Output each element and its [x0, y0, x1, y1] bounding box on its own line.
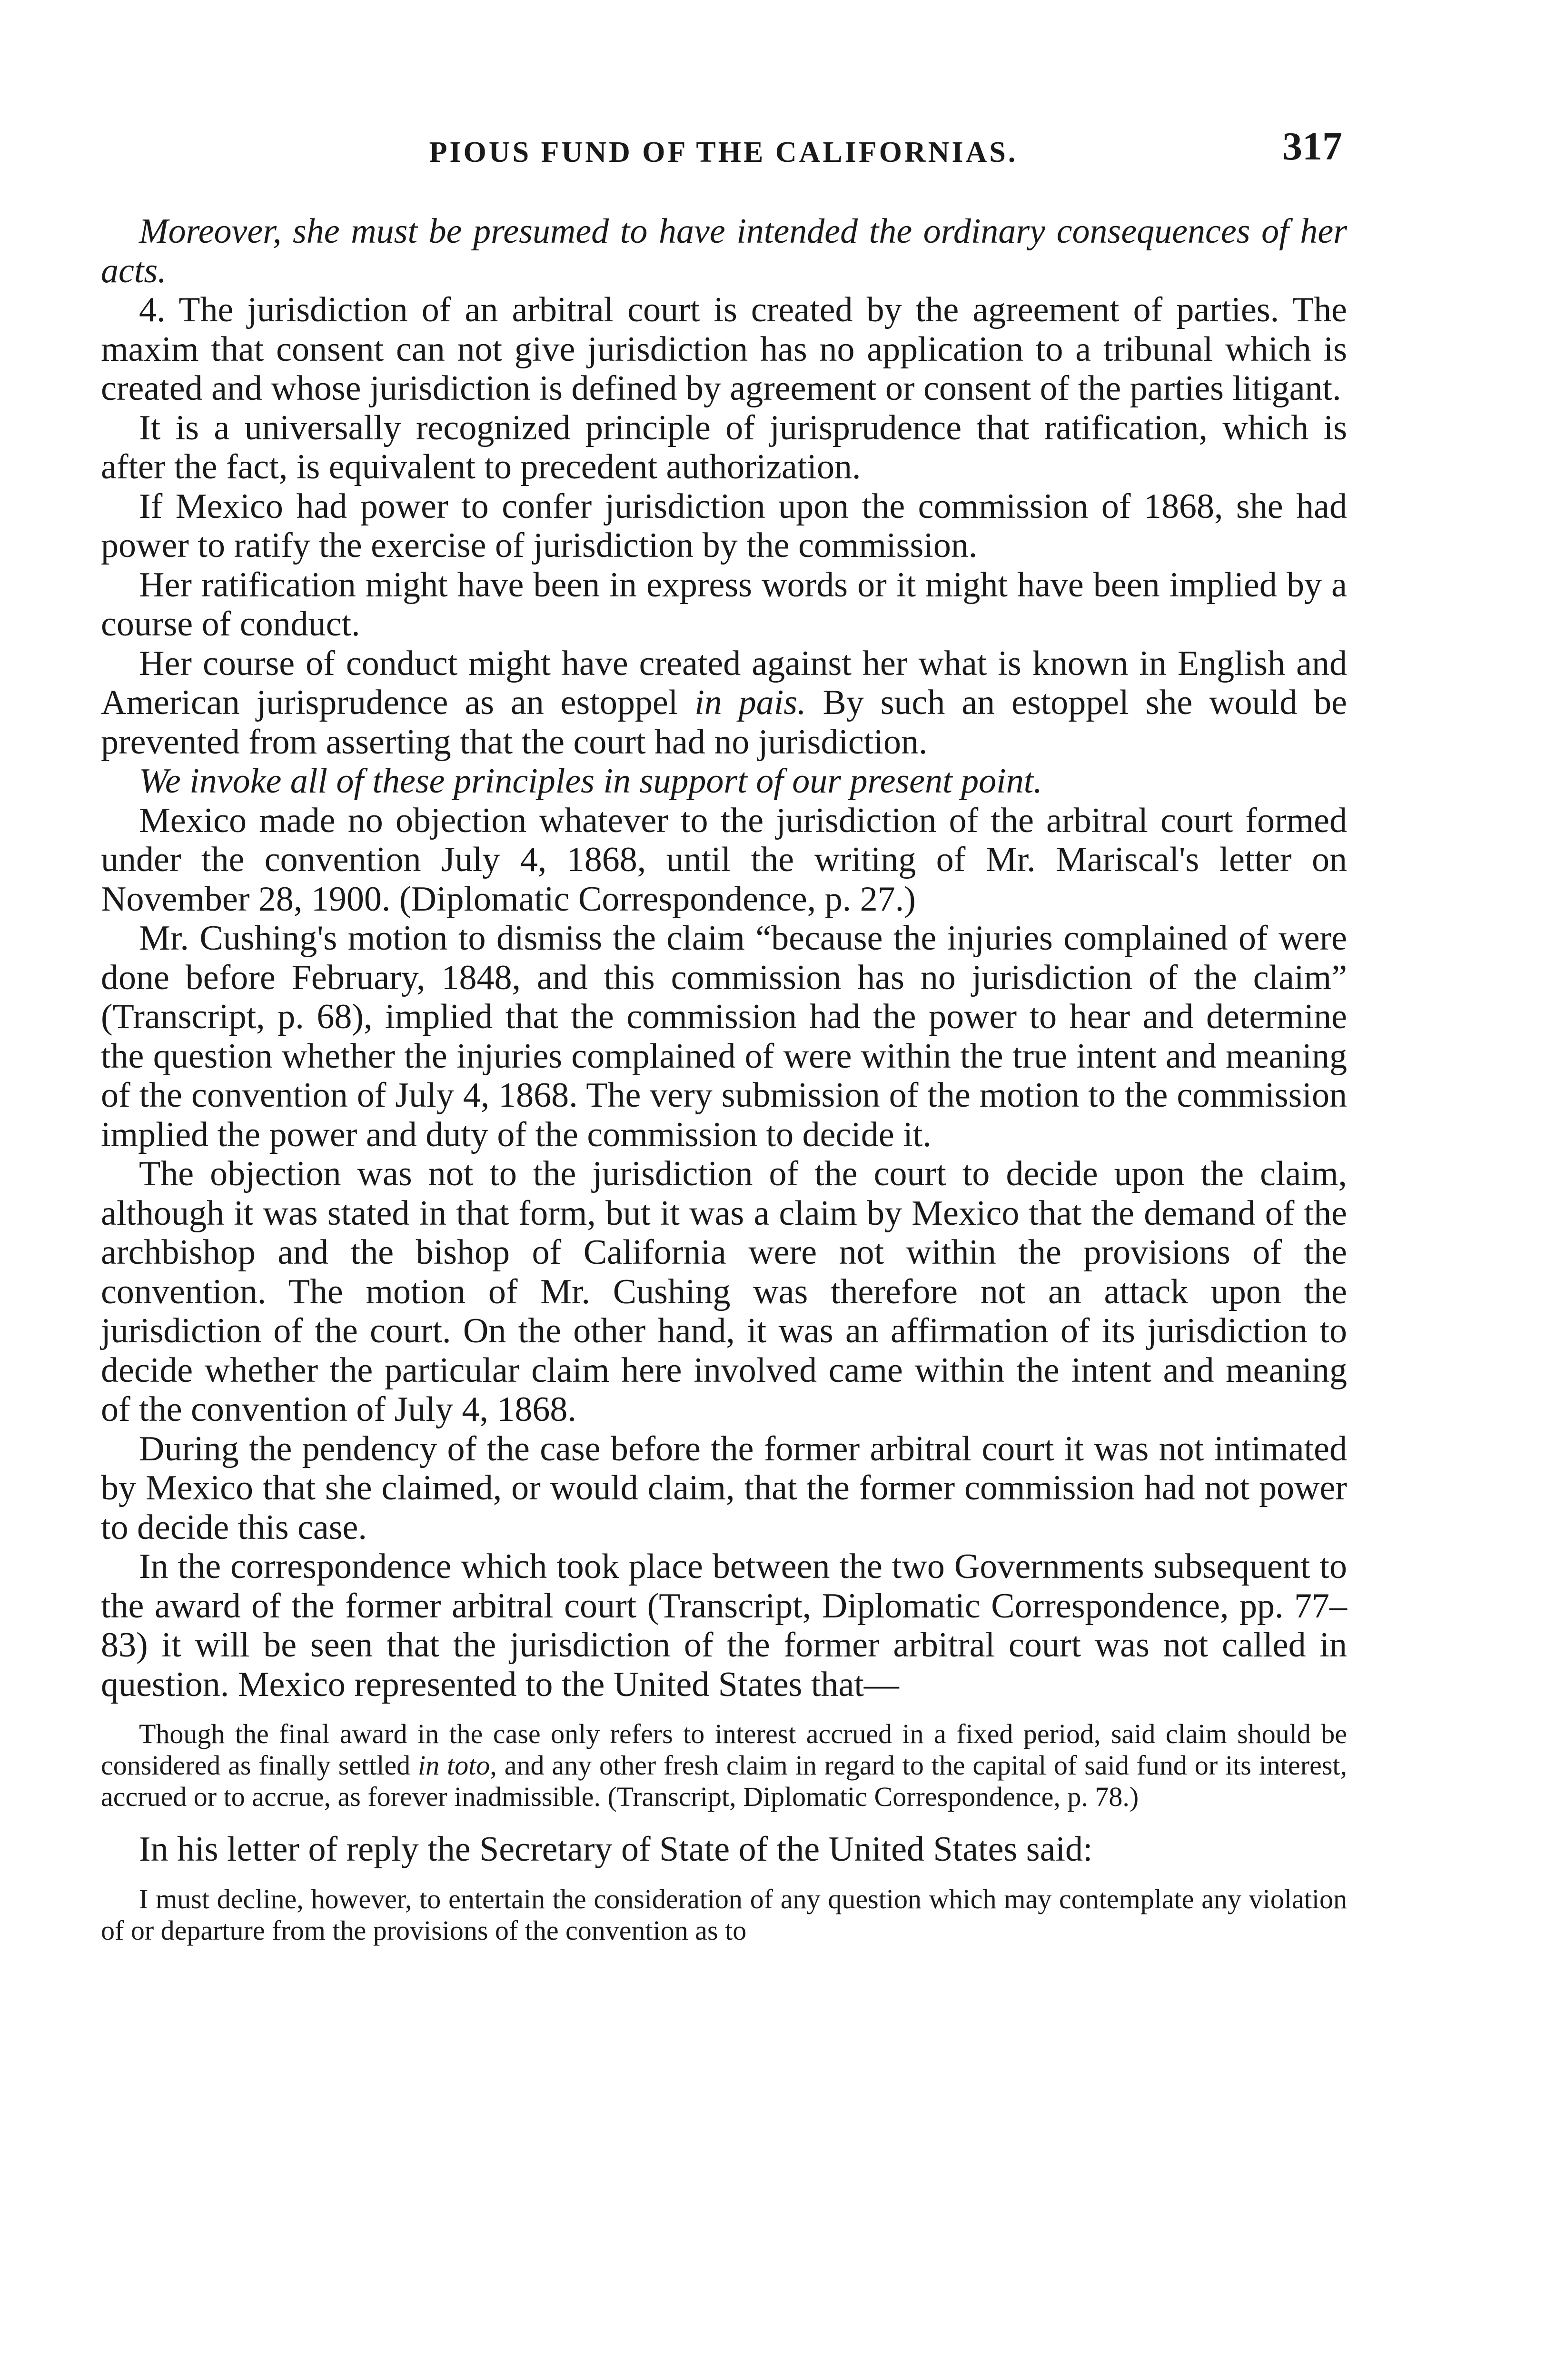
paragraph-8: Mexico made no objection whatever to the jurisdiction of the arbitral court formed under the convention July 4, 1868, until the writing of Mr. Mariscal's letter on November 28, 1900. (Diplomatic Correspondence, p. 27.) [101, 801, 1347, 919]
paragraph-3: It is a universally recognized principle of jurisprudence that ratification, which is after the fact, is equivalent to precedent authorization. [101, 408, 1347, 486]
paragraph-5: Her ratification might have been in express words or it might have been implied by a course of conduct. [101, 565, 1347, 644]
block-quote-1-emphasis: in toto [418, 1750, 490, 1781]
block-quote-1 [101, 1718, 1347, 1813]
running-head [105, 126, 1342, 178]
paragraph-6 [101, 644, 1347, 762]
paragraph-6-text-b: By such an estoppel she would be prevented from asserting that the court had no jurisdiction. [101, 683, 1347, 762]
paragraph-6-text-a: Her course of conduct might have created against her what is known in English and American jurisprudence as an estoppel [101, 644, 1347, 722]
paragraph-13: In his letter of reply the Secretary of State of the United States said: [139, 1830, 1093, 1869]
paragraph-1: Moreover, she must be presumed to have intended the ordinary consequences of her acts. [101, 212, 1347, 290]
paragraph-6-emphasis: in pais. [694, 683, 806, 722]
paragraph-2: 4. The jurisdiction of an arbitral court is created by the agreement of parties. The maxim that consent can not give jurisdiction has no application to a tribunal which is created and whose jurisdiction is defined by agreement or consent of the parties litigant. [101, 290, 1347, 408]
block-quote-2: I must decline, however, to entertain the consideration of any question which may contemplate any violation of or departure from the provisions of the convention as to [101, 1883, 1347, 1946]
block-quote-1-text-a: Though the final award in the case only refers to interest accrued in a fixed period, said claim should be considered as finally settled [101, 1718, 1347, 1781]
paragraph-12: In the correspondence which took place between the two Governments subsequent to the award of the former arbitral court (Transcript, Diplomatic Correspondence, pp. 77–83) it will be seen that the jurisdiction of the former arbitral court was not called in question. Mexico represented to the United States that— [101, 1547, 1347, 1704]
paragraph-4: If Mexico had power to confer jurisdiction upon the commission of 1868, she had power to ratify the exercise of jurisdiction by the commission. [101, 486, 1347, 565]
paragraph-10: The objection was not to the jurisdiction of the court to decide upon the claim, although it was stated in that form, but it was a claim by Mexico that the demand of the archbishop and the bishop of California were not within the provisions of the convention. The motion of Mr. Cushing was therefore not an attack upon the jurisdiction of the court. On the other hand, it was an affirmation of its jurisdiction to decide whether the particular claim here involved came within the intent and meaning of the convention of July 4, 1868. [101, 1154, 1347, 1429]
page-number: 317 [1282, 124, 1342, 169]
body-text [101, 212, 1347, 1964]
block-quote-1-text-b: , and any other fresh claim in regard to the capital of said fund or its interest, accrued or to accrue, as forever inadmissible. (Transcript, Diplomatic Correspondence, p. 78.) [101, 1750, 1348, 1812]
paragraph-9: Mr. Cushing's motion to dismiss the claim “because the injuries complained of were done before February, 1848, and this commission has no jurisdiction of the claim” (Transcript, p. 68), implied that the commission had the power to hear and determine the question whether the injuries complained of were within the true intent and meaning of the convention of July 4, 1868. The very submission of the motion to the commission implied the power and duty of the commission to decide it. [101, 919, 1347, 1154]
paragraph-7: We invoke all of these principles in support of our present point. [139, 762, 1042, 801]
paragraph-11: During the pendency of the case before the former arbitral court it was not intimated by Mexico that she claimed, or would claim, that the former commission had not power to decide this case. [101, 1429, 1347, 1547]
running-title: PIOUS FUND OF THE CALIFORNIAS. [429, 136, 1018, 169]
